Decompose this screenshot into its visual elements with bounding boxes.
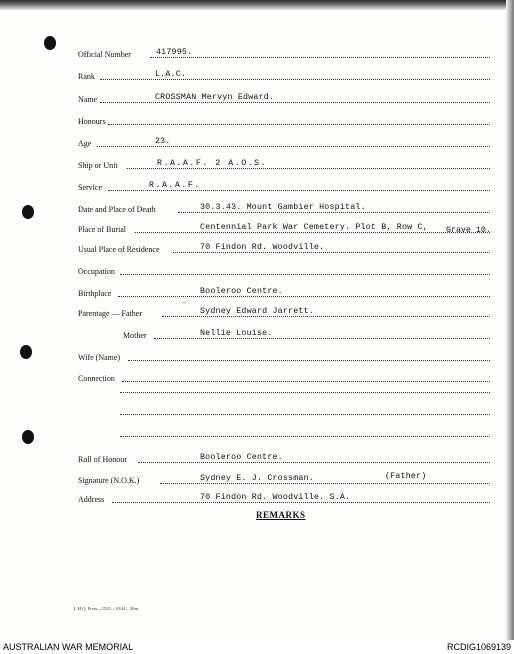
value-age: 23.: [155, 137, 171, 146]
row-honours: [0, 112, 514, 126]
label-honours: Honours: [78, 117, 106, 126]
label-signature: Signature (N.O.K.): [78, 476, 140, 485]
label-usual-residence: Usual Place of Residence: [78, 245, 160, 254]
row-occupation: [0, 262, 514, 276]
row-place-of-burial: [0, 220, 514, 234]
label-roll-of-honour: Roll of Honour: [78, 455, 127, 464]
row-birthplace: [0, 284, 514, 298]
label-name: Name: [78, 95, 98, 104]
footer-record-id: RCDIG1069139: [446, 642, 511, 652]
row-official-number: [0, 45, 514, 59]
row-address: [0, 490, 514, 504]
row-service: [0, 178, 514, 192]
row-roll-of-honour: [0, 450, 514, 464]
row-wife: [0, 348, 514, 362]
connection-line-3: [120, 414, 490, 415]
label-service: Service: [78, 183, 102, 192]
value-place-of-burial: Centennial Park War Cemetery. Plot B, Row C,: [200, 223, 428, 232]
label-connection: Connection: [78, 374, 115, 383]
row-rank: [0, 67, 514, 81]
value-rank: L.A.C.: [155, 70, 187, 79]
value-roll-of-honour: Booleroo Centre.: [200, 453, 283, 462]
label-place-of-burial: Place of Burial: [78, 225, 126, 234]
row-ship-or-unit: [0, 156, 514, 170]
value-place-of-burial-cont: Grave 10.: [446, 226, 491, 235]
value-signature-relation: (Father): [385, 472, 427, 481]
value-usual-residence: 70 Findon Rd. Woodville.: [200, 243, 325, 252]
label-birthplace: Birthplace: [78, 289, 112, 298]
value-signature: Sydney E. J. Crossman.: [200, 474, 314, 483]
row-father: Parentage — Father ˇ Sydney Edward Jarrett.: [0, 304, 514, 318]
value-name: CROSSMAN Mervyn Edward.: [155, 93, 275, 102]
label-ship-or-unit: Ship or Unit: [78, 161, 118, 170]
label-date-place-death: Date and Place of Death: [78, 205, 156, 214]
row-usual-residence: [0, 240, 514, 254]
value-service: R.A.A.F.: [149, 181, 201, 190]
label-mother: Mother: [123, 331, 147, 340]
label-official-number: Official Number: [78, 50, 131, 59]
punch-hole-4: [22, 430, 34, 444]
connection-line-2: [120, 392, 490, 393]
print-code: L.H.Q. Press—1535—10/44—30m.: [74, 606, 140, 611]
value-address: 70 Findon Rd. Woodville. S.A.: [200, 493, 351, 502]
label-father: Parentage — Father: [78, 309, 142, 318]
remarks-heading: REMARKS: [256, 510, 306, 520]
value-ship-or-unit: R.A.A.F. 2 A.O.S.: [157, 159, 268, 168]
row-name: [0, 90, 514, 104]
value-mother: Nellie Louise.: [200, 329, 273, 338]
label-rank: Rank: [78, 72, 95, 81]
footer-archive-name: AUSTRALIAN WAR MEMORIAL: [3, 642, 134, 652]
row-connection: [0, 369, 514, 383]
page-top-shadow: [0, 0, 514, 10]
row-date-place-death: [0, 200, 514, 214]
label-address: Address: [78, 495, 105, 504]
archive-footer: [0, 640, 514, 654]
label-wife: Wife (Name): [78, 353, 121, 362]
value-birthplace: Booleroo Centre.: [200, 287, 283, 296]
label-occupation: Occupation: [78, 267, 115, 276]
row-age: [0, 134, 514, 148]
value-official-number: 417995.: [156, 48, 193, 57]
row-signature: [0, 471, 514, 485]
value-date-place-death: 30.3.43. Mount Gambier Hospital.: [200, 203, 366, 212]
connection-line-4: [120, 436, 490, 437]
row-mother: [0, 326, 514, 340]
value-father: Sydney Edward Jarrett.: [200, 307, 314, 316]
label-age: Age: [78, 139, 92, 148]
